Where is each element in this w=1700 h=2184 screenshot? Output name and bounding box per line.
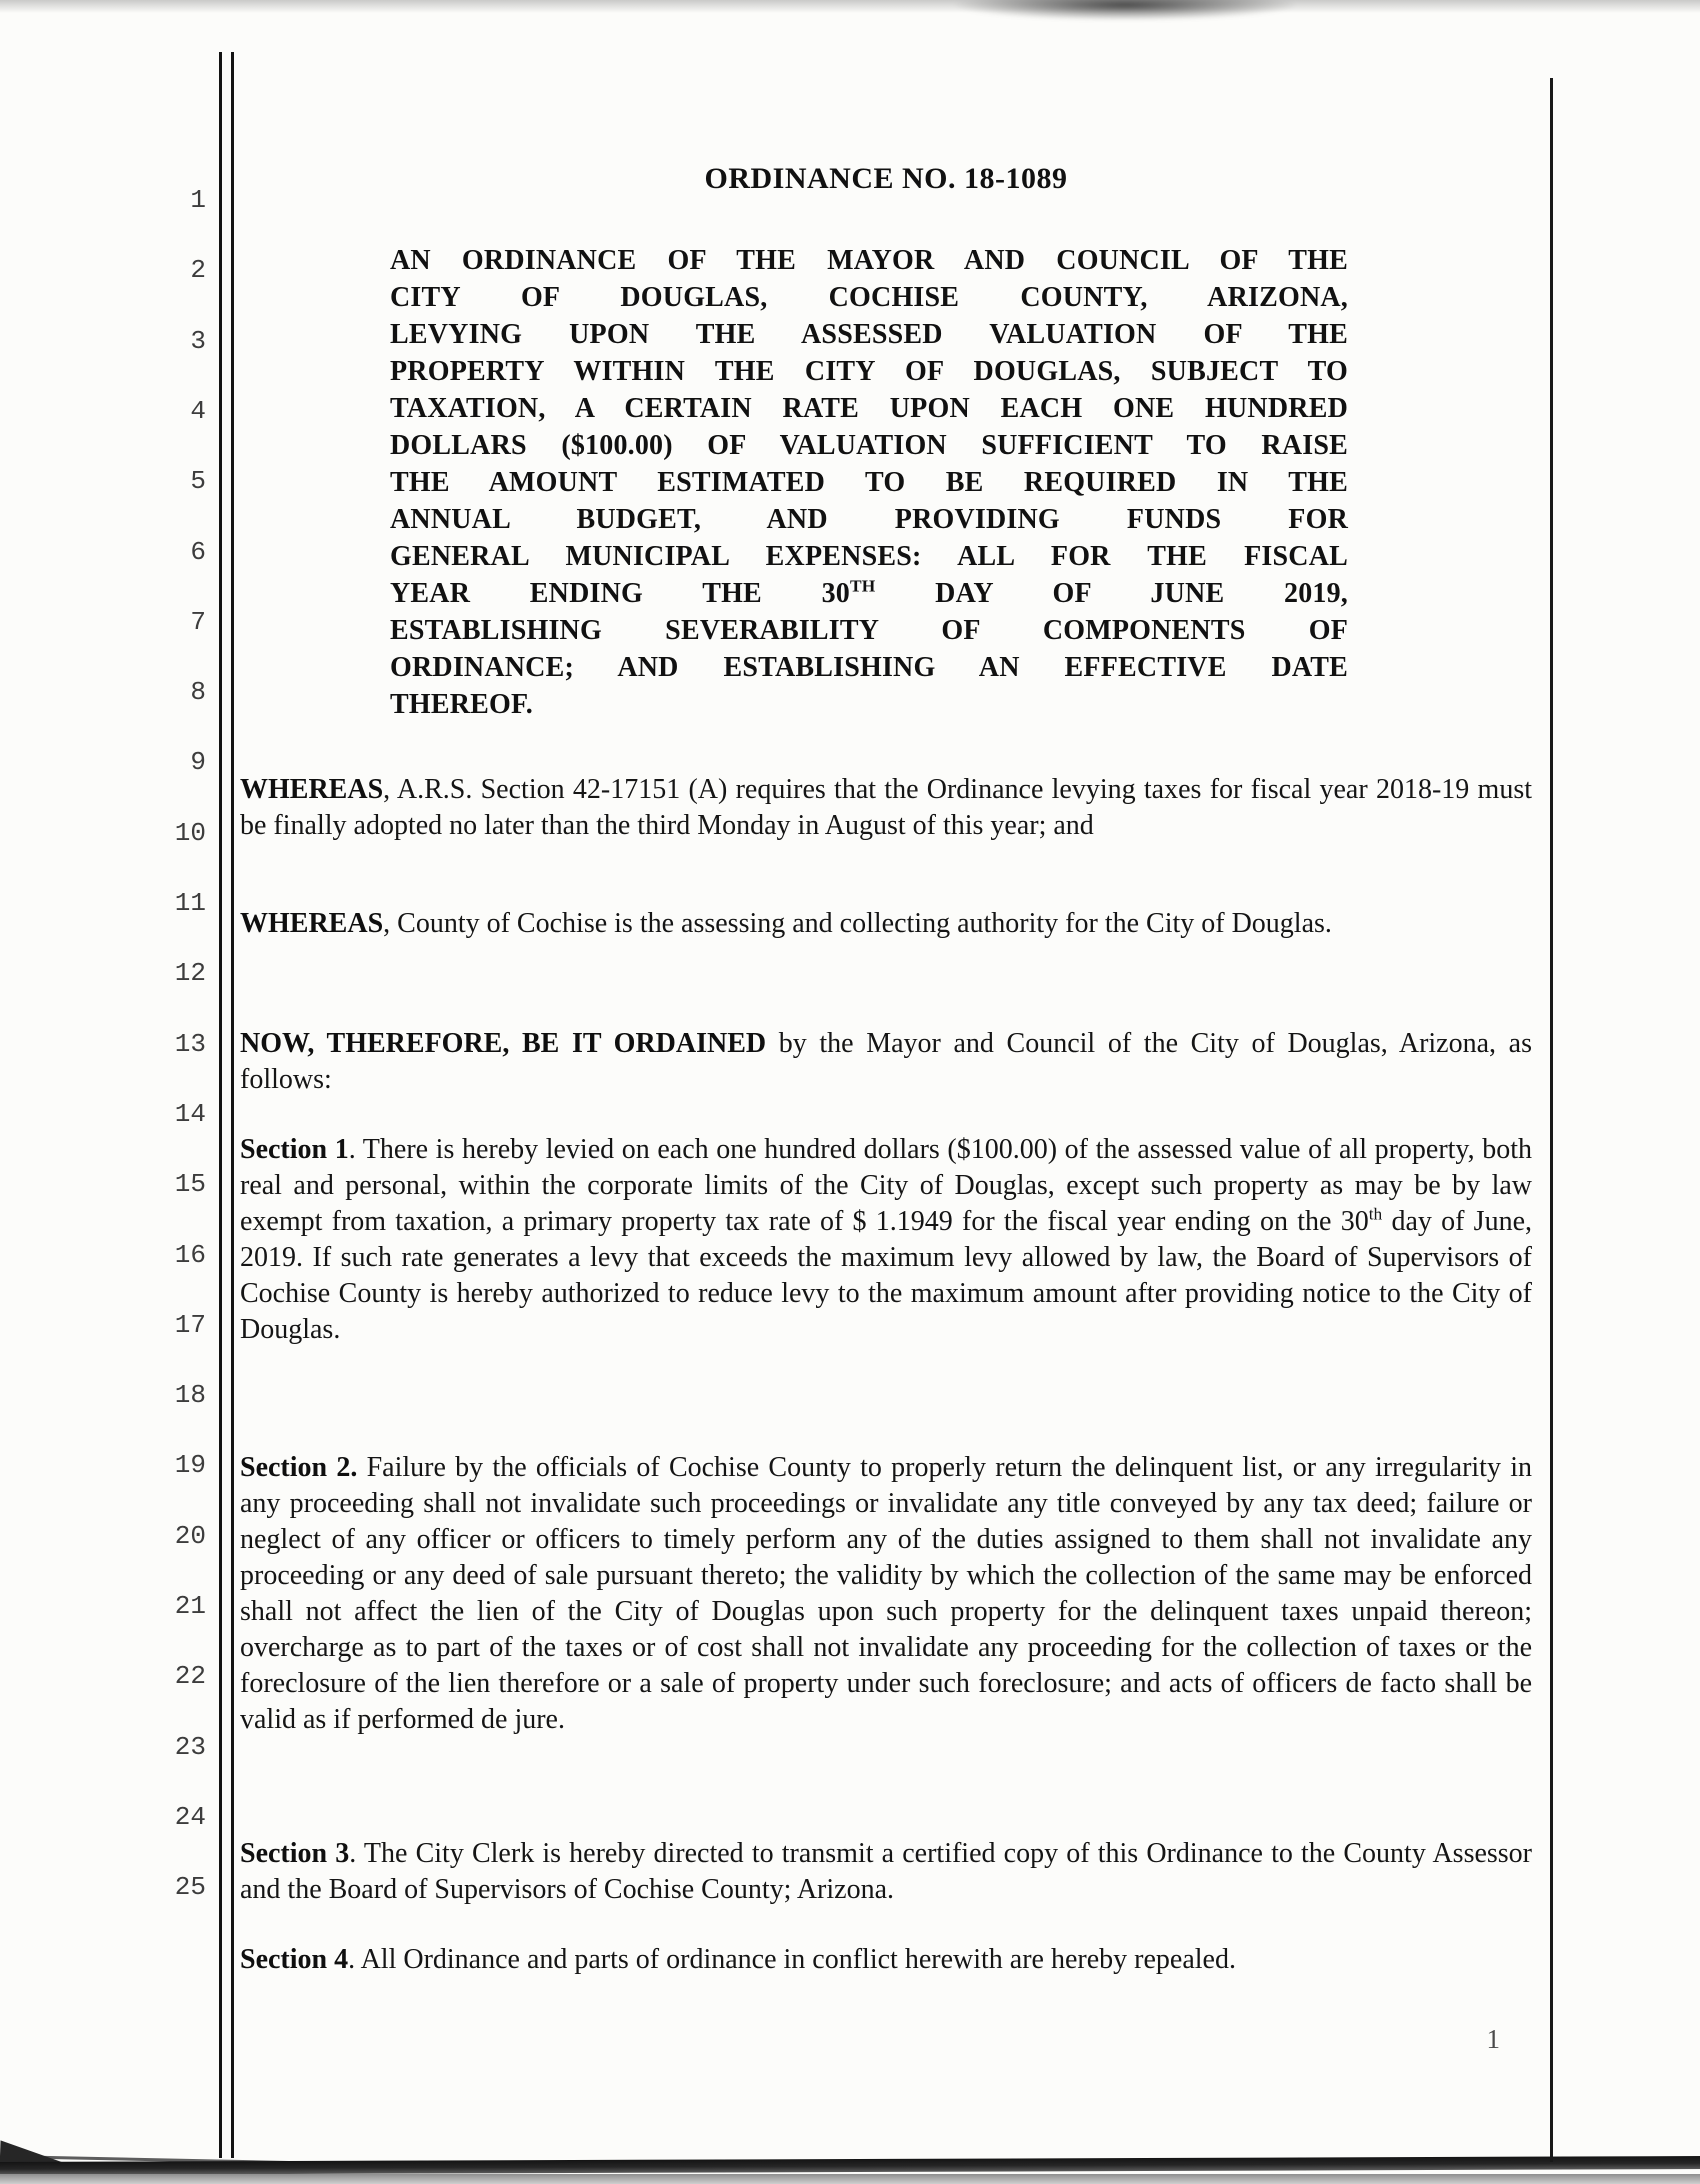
line-number: 17 (174, 1309, 206, 1340)
line-number: 15 (174, 1169, 206, 1200)
line-number: 24 (174, 1801, 206, 1832)
line-number: 12 (174, 958, 206, 989)
heading-line: TAXATION, A CERTAIN RATE UPON EACH ONE HUNDRED (390, 393, 1348, 424)
line-number: 18 (174, 1380, 206, 1411)
heading-line: GENERAL MUNICIPAL EXPENSES: ALL FOR THE FISCAL (390, 541, 1348, 572)
heading-line: PROPERTY WITHIN THE CITY OF DOUGLAS, SUBJECT TO (390, 356, 1348, 387)
line-number: 25 (174, 1872, 206, 1903)
line-number: 8 (190, 677, 206, 708)
section-3-lead: Section 3 (240, 1838, 350, 1869)
whereas-lead: WHEREAS (240, 908, 384, 939)
heading-line: ANNUAL BUDGET, AND PROVIDING FUNDS FOR (390, 504, 1348, 535)
line-number: 19 (174, 1450, 206, 1481)
section-4-lead: Section 4 (240, 1944, 349, 1975)
whereas-lead: WHEREAS (240, 774, 384, 805)
scan-bottom-gray-band (0, 2174, 1700, 2184)
line-number: 6 (190, 536, 206, 567)
paragraph-section-3 (240, 1836, 1532, 1908)
line-number: 3 (190, 325, 206, 356)
paragraph-text: . There is hereby levied on each one hundred dollars ($100.00) of the assessed value of all property, both real and personal, within the corporate limits of the City of Douglas, except such property as may be by law exempt from taxation, a primary property tax rate of $ 1.1949 for the fiscal year ending on the 30th day of June, 2019. If such rate generates a levy that exceeds the maximum levy allowed by law, the Board of Supervisors of Cochise County is hereby authorized to reduce levy to the maximum amount after providing notice to the City of Douglas. (240, 1134, 1533, 1345)
paragraph-text: by the Mayor and Council of the City of Douglas, Arizona, as follows: (240, 1028, 1532, 1095)
scan-bottom-dark-band (0, 2156, 1700, 2175)
line-number: 22 (174, 1661, 206, 1692)
ordained-lead: NOW, THEREFORE, BE IT ORDAINED (240, 1028, 767, 1059)
line-number: 13 (174, 1028, 206, 1059)
scan-bottom-band (0, 2146, 1700, 2184)
ordinance-title: ORDINANCE NO. 18-1089 (704, 162, 1068, 195)
line-number: 7 (190, 606, 206, 637)
line-number: 21 (174, 1591, 206, 1621)
heading-line: THE AMOUNT ESTIMATED TO BE REQUIRED IN THE (390, 467, 1348, 498)
section-1-lead: Section 1 (240, 1134, 349, 1165)
line-number: 4 (190, 395, 206, 426)
line-number: 9 (190, 747, 206, 778)
paragraph-section-4 (240, 1942, 1532, 1978)
line-number: 11 (174, 888, 206, 918)
paragraph-ordained (240, 1026, 1532, 1098)
line-number: 23 (174, 1731, 206, 1762)
paragraph-section-2 (240, 1450, 1532, 1738)
paragraph-text: , A.R.S. Section 42-17151 (A) requires that the Ordinance levying taxes for fiscal year 2018-19 must be finally adopted no later than the third Monday in August of this year; and (240, 774, 1532, 841)
section-2-lead: Section 2. (240, 1452, 358, 1483)
heading-line: AN ORDINANCE OF THE MAYOR AND COUNCIL OF THE (390, 245, 1348, 276)
scan-top-smudge (955, 0, 1295, 20)
heading-line: CITY OF DOUGLAS, COCHISE COUNTY, ARIZONA, (390, 282, 1348, 313)
heading-line: LEVYING UPON THE ASSESSED VALUATION OF THE (390, 319, 1348, 350)
left-margin-rule-outer (219, 52, 222, 2158)
heading-line: YEAR ENDING THE 30TH DAY OF JUNE 2019, (390, 576, 1348, 609)
line-number: 1 (190, 185, 206, 215)
paragraph-whereas-1 (240, 772, 1532, 844)
page-number: 1 (1486, 2024, 1500, 2054)
scan-top-shadow (0, 0, 1700, 13)
paragraph-text: , County of Cochise is the assessing and collecting authority for the City of Douglas. (383, 908, 1332, 939)
paragraph-text: Failure by the officials of Cochise County to properly return the delinquent list, or any irregularity in any proceeding shall not invalidate such proceedings or invalidate any title conveyed by any tax deed; failure or neglect of any officer or officers to timely perform any of the duties assigned to them shall not invalidate any proceeding or any deed of sale pursuant thereto; the validity by which the collection of the same may be enforced shall not affect the lien of the City of Douglas upon such property for the delinquent taxes unpaid thereon; overcharge as to part of the taxes or of cost shall not invalidate any proceeding for the collection of taxes or the foreclosure of the lien therefore or a sale of property under such foreclosure; and acts of officers de facto shall be valid as if performed de jure. (240, 1452, 1532, 1735)
paragraph-text: . The City Clerk is hereby directed to transmit a certified copy of this Ordinance to the County Assessor and the Board of Supervisors of Cochise County; Arizona. (240, 1838, 1533, 1905)
left-margin-rule-inner (231, 52, 234, 2158)
paragraph-whereas-2 (240, 906, 1532, 942)
heading-line: DOLLARS ($100.00) OF VALUATION SUFFICIENT TO RAISE (390, 430, 1348, 461)
line-number: 5 (190, 466, 206, 497)
line-number: 2 (190, 255, 206, 286)
paragraph-text: . All Ordinance and parts of ordinance in conflict herewith are hereby repealed. (348, 1944, 1236, 1975)
right-margin-rule (1550, 78, 1553, 2162)
line-number: 20 (174, 1520, 206, 1551)
paragraph-section-1 (240, 1132, 1532, 1348)
heading-line: ESTABLISHING SEVERABILITY OF COMPONENTS OF (390, 615, 1348, 646)
heading-line: ORDINANCE; AND ESTABLISHING AN EFFECTIVE DATE (390, 652, 1348, 683)
line-number: 14 (174, 1098, 206, 1129)
heading-line: THEREOF. (390, 689, 533, 720)
line-number: 16 (174, 1239, 206, 1270)
line-number: 10 (174, 817, 206, 848)
ordinance-heading-block (390, 242, 1348, 723)
